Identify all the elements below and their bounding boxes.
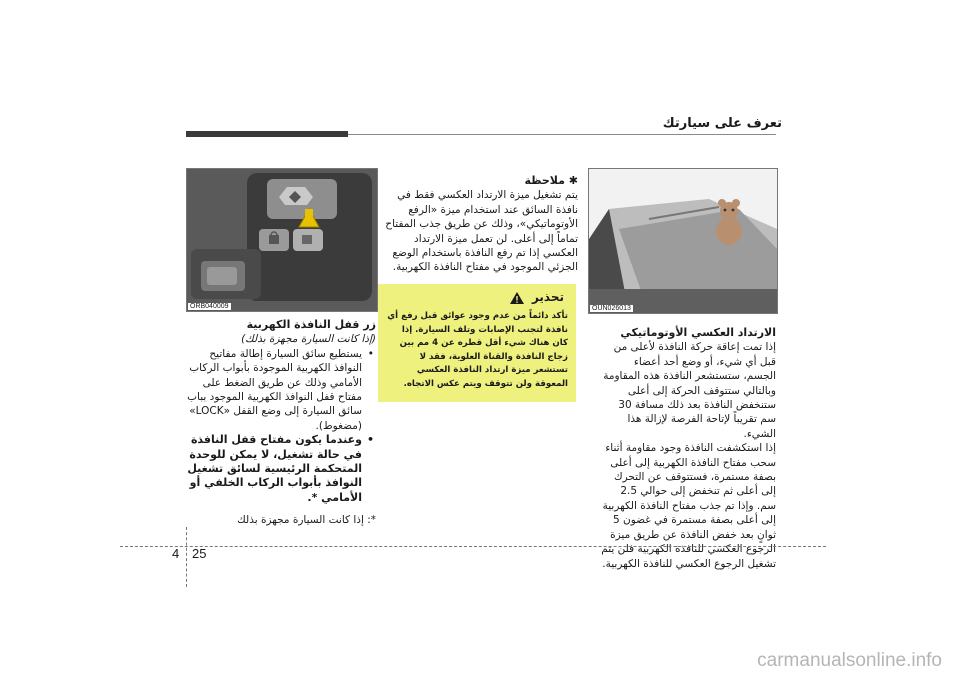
page-number: 25 xyxy=(192,546,207,561)
chapter-number: 4 xyxy=(172,546,180,561)
header-rule xyxy=(348,134,776,135)
watermark: carmanualsonline.info xyxy=(757,650,942,671)
windshield-photo xyxy=(588,168,778,314)
window-lock-heading: زر قفل النافذة الكهربية xyxy=(246,318,376,331)
caution-box xyxy=(378,284,576,402)
list-item: • وعندما يكون مفتاح قفل النافذة في حالة تشغيل، لا يمكن للوحدة المتحكمة الرئيسية لسائق تشغيل النوافذ بأبواب الركاب الخلفي أو الأمامي *. xyxy=(186,433,362,505)
footnote: *: إذا كانت السيارة مجهزة بذلك xyxy=(237,514,376,527)
paragraph: إذا استكشفت النافذة وجود مقاومة أثناء سحب مفتاح النافذة الكهربية إلى أعلى بصفة مستمرة، فستتوقف عن التحرك إلى أعلى ثم تنخفض إلى حوالي 2.5 سم. وإذا تم جذب مفتاح النافذة الكهربية إلى أعلى بصفة مستمرة في غضون 5 ثوانٍ بعد خفض النافذة عن طريق ميزة الرجوع العكسي للنافذة الكهربية فلن يتم تشغيل الرجوع العكسي للنافذة الكهربية. xyxy=(601,442,776,570)
warning-icon xyxy=(510,292,524,304)
list-item: • يستطيع سائق السيارة إطالة مفاتيح النوافذ الكهربية الموجودة بأبواب الركاب الأمامي وذلك عن طريق الضغط على مفتاح قفل النوافذ الكهربية الموجود بباب سائق السيارة إلى وضع القفل «LOCK» (مضغوط). xyxy=(186,347,362,433)
header-bar xyxy=(186,131,348,137)
paragraph: إذا تمت إعاقة حركة النافذة لأعلى من قبل أي شيء، أو وضع أحد أعضاء الجسم، ستستشعر النافذة هذه المقاومة وبالتالي ستتوقف الحركة إلى أعلى ستنخفض النافذة بعد ذلك مسافة 30 سم تقريباً لإتاحة الفرصة لإزالة هذا الشيء. xyxy=(603,341,776,440)
note-heading-label: ملاحظة xyxy=(524,174,565,187)
asterisk-icon: ✱ xyxy=(564,174,578,187)
equipped-note: (إذا كانت السيارة مجهزة بذلك) xyxy=(241,333,376,346)
photo-caption: OUN026013 xyxy=(592,305,631,312)
footer-rule xyxy=(120,546,826,547)
note-text: يتم تشغيل ميزة الارتداد العكسي فقط في نافذة السائق عند استخدام ميزة «الرفع الأوتوماتيكي»، وذلك عن طريق جذب المفتاح تماماً إلى أعلى. لن تعمل ميزة الارتداد العكسي إذا تم رفع النافذة باستخدام الوضع الجزئي الموجود في مفتاح النافذة الكهربية. xyxy=(385,189,578,274)
right-column xyxy=(600,326,776,571)
caution-text: تأكد دائماً من عدم وجود عوائق قبل رفع أي نافذة لتجنب الإصابات وتلف السيارة. إذا كان هناك شيء أقل قطره عن 4 مم بين زجاج النافذة والقناة العلوية، فقد لا تستشعر ميزة ارتداد النافذة العكسي المعوقة ولن تتوقف ويتم عكس الاتجاه. xyxy=(387,311,568,389)
left-column xyxy=(186,318,376,528)
caution-title-label: تحذير xyxy=(531,290,564,304)
footer-divider xyxy=(186,527,187,587)
auto-reverse-heading: الارتداد العكسي الأوتوماتيكي xyxy=(620,326,776,339)
note-section xyxy=(378,174,578,275)
caution-title xyxy=(510,290,564,304)
section-title: تعرف على سيارتك xyxy=(662,116,782,131)
note-heading xyxy=(378,174,578,188)
window-control-photo xyxy=(186,168,378,312)
photo-caption: ORB040009 xyxy=(190,303,229,310)
